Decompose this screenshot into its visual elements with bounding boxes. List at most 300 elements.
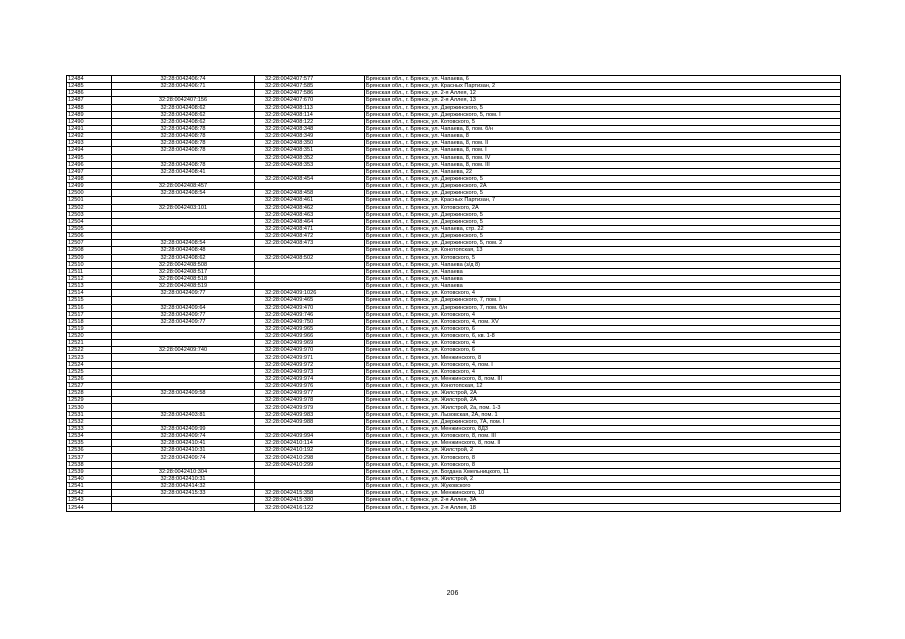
address-cell: Брянская обл., г. Брянск, ул. Жилстрой, 2: [365, 475, 841, 482]
table-row: [67, 83, 841, 90]
old-cadastral-number-cell: 32:28:0042408:518: [112, 275, 255, 282]
old-cadastral-number-cell: 32:28:0042408:78: [112, 125, 255, 132]
new-cadastral-number-cell: 32:28:0042409:977: [255, 390, 365, 397]
address-cell: Брянская обл., г. Брянск, ул. Дзержинского, 5: [365, 233, 841, 240]
old-cadastral-number-cell: 32:28:0042409:77: [112, 318, 255, 325]
table-row: [67, 133, 841, 140]
row-number-cell: 12522: [67, 347, 112, 354]
row-number-cell: 12531: [67, 411, 112, 418]
new-cadastral-number-cell: 32:28:0042409:470: [255, 304, 365, 311]
row-number-cell: 12529: [67, 397, 112, 404]
new-cadastral-number-cell: 32:28:0042408:461: [255, 197, 365, 204]
table-row: [67, 261, 841, 268]
row-number-cell: 12493: [67, 140, 112, 147]
old-cadastral-number-cell: [112, 418, 255, 425]
table-row: [67, 225, 841, 232]
new-cadastral-number-cell: 32:28:0042410:298: [255, 454, 365, 461]
table-row: [67, 368, 841, 375]
new-cadastral-number-cell: 32:28:0042409:974: [255, 375, 365, 382]
row-number-cell: 12532: [67, 418, 112, 425]
row-number-cell: 12514: [67, 290, 112, 297]
address-cell: Брянская обл., г. Брянск, ул. Чапаева, 8, пом. б/н: [365, 125, 841, 132]
row-number-cell: 12539: [67, 468, 112, 475]
old-cadastral-number-cell: 32:28:0042415:33: [112, 490, 255, 497]
row-number-cell: 12503: [67, 211, 112, 218]
new-cadastral-number-cell: 32:28:0042408:113: [255, 104, 365, 111]
old-cadastral-number-cell: 32:28:0042408:78: [112, 133, 255, 140]
old-cadastral-number-cell: [112, 397, 255, 404]
table-row: [67, 483, 841, 490]
row-number-cell: 12534: [67, 433, 112, 440]
new-cadastral-number-cell: [255, 168, 365, 175]
table-row: [67, 433, 841, 440]
old-cadastral-number-cell: 32:28:0042403:81: [112, 411, 255, 418]
address-cell: Брянская обл., г. Брянск, ул. Чапаева, 8, пом. II: [365, 140, 841, 147]
new-cadastral-number-cell: 32:28:0042409:1026: [255, 290, 365, 297]
table-row: [67, 118, 841, 125]
address-cell: Брянская обл., г. Брянск, ул. Дзержинского, 2А: [365, 183, 841, 190]
new-cadastral-number-cell: 32:28:0042408:349: [255, 133, 365, 140]
address-cell: Брянская обл., г. Брянск, ул. Богдана Хмельницкого, 11: [365, 468, 841, 475]
new-cadastral-number-cell: 32:28:0042409:973: [255, 368, 365, 375]
old-cadastral-number-cell: 32:28:0042409:77: [112, 290, 255, 297]
new-cadastral-number-cell: [255, 425, 365, 432]
row-number-cell: 12543: [67, 497, 112, 504]
row-number-cell: 12518: [67, 318, 112, 325]
address-cell: Брянская обл., г. Брянск, ул. Котовского, 4: [365, 368, 841, 375]
address-cell: Брянская обл., г. Брянск, ул. Жуковского: [365, 483, 841, 490]
address-cell: Брянская обл., г. Брянск, ул. Чапаева, 8: [365, 133, 841, 140]
row-number-cell: 12513: [67, 283, 112, 290]
table-row: [67, 76, 841, 83]
old-cadastral-number-cell: 32:28:0042414:32: [112, 483, 255, 490]
table-row: [67, 447, 841, 454]
table-row: [67, 233, 841, 240]
table-row: [67, 318, 841, 325]
address-cell: Брянская обл., г. Брянск, ул. Котовского, 8: [365, 461, 841, 468]
new-cadastral-number-cell: 32:28:0042408:351: [255, 147, 365, 154]
table-row: [67, 204, 841, 211]
address-cell: Брянская обл., г. Брянск, ул. 2-я Аллея, 12: [365, 90, 841, 97]
new-cadastral-number-cell: [255, 283, 365, 290]
table-row: [67, 304, 841, 311]
address-cell: Брянская обл., г. Брянск, ул. Лызовская, 2А, пом. 1: [365, 411, 841, 418]
old-cadastral-number-cell: 32:28:0042408:508: [112, 261, 255, 268]
new-cadastral-number-cell: [255, 475, 365, 482]
new-cadastral-number-cell: 32:28:0042408:463: [255, 211, 365, 218]
new-cadastral-number-cell: 32:28:0042407:670: [255, 97, 365, 104]
old-cadastral-number-cell: [112, 361, 255, 368]
new-cadastral-number-cell: 32:28:0042409:965: [255, 325, 365, 332]
table-row: [67, 490, 841, 497]
old-cadastral-number-cell: [112, 325, 255, 332]
new-cadastral-number-cell: 32:28:0042409:988: [255, 418, 365, 425]
table-row: [67, 497, 841, 504]
table-row: [67, 283, 841, 290]
old-cadastral-number-cell: [112, 175, 255, 182]
old-cadastral-number-cell: [112, 375, 255, 382]
old-cadastral-number-cell: 32:28:0042409:99: [112, 425, 255, 432]
row-number-cell: 12538: [67, 461, 112, 468]
address-cell: Брянская обл., г. Брянск, ул. Котовского, 6, кв. 1-8: [365, 333, 841, 340]
address-cell: Брянская обл., г. Брянск, ул. Дзержинского, 5, пом. 2: [365, 240, 841, 247]
table-row: [67, 454, 841, 461]
new-cadastral-number-cell: 32:28:0042408:464: [255, 218, 365, 225]
address-cell: Брянская обл., г. Брянск, ул. 2-я Аллея, 18: [365, 504, 841, 511]
old-cadastral-number-cell: 32:28:0042408:62: [112, 254, 255, 261]
address-cell: Брянская обл., г. Брянск, ул. Дзержинского, 5: [365, 218, 841, 225]
new-cadastral-number-cell: 32:28:0042409:465: [255, 297, 365, 304]
old-cadastral-number-cell: 32:28:0042408:519: [112, 283, 255, 290]
old-cadastral-number-cell: [112, 225, 255, 232]
address-cell: Брянская обл., г. Брянск, ул. Чапаева: [365, 275, 841, 282]
address-cell: Брянская обл., г. Брянск, ул. Менжинского, 10: [365, 490, 841, 497]
address-cell: Брянская обл., г. Брянск, ул. Дзержинского, 7, пом. б/н: [365, 304, 841, 311]
row-number-cell: 12533: [67, 425, 112, 432]
address-cell: Брянская обл., г. Брянск, ул. Дзержинского, 5, пом. I: [365, 111, 841, 118]
new-cadastral-number-cell: 32:28:0042408:350: [255, 140, 365, 147]
address-cell: Брянская обл., г. Брянск, ул. Чапаева, 8, пом. IV: [365, 154, 841, 161]
table-row: [67, 268, 841, 275]
row-number-cell: 12506: [67, 233, 112, 240]
old-cadastral-number-cell: 32:28:0042409:74: [112, 454, 255, 461]
row-number-cell: 12501: [67, 197, 112, 204]
row-number-cell: 12488: [67, 104, 112, 111]
old-cadastral-number-cell: [112, 354, 255, 361]
row-number-cell: 12485: [67, 83, 112, 90]
old-cadastral-number-cell: [112, 383, 255, 390]
old-cadastral-number-cell: 32:28:0042409:58: [112, 390, 255, 397]
table-row: [67, 333, 841, 340]
old-cadastral-number-cell: 32:28:0042410:41: [112, 440, 255, 447]
table-row: [67, 461, 841, 468]
table-row: [67, 183, 841, 190]
old-cadastral-number-cell: 32:28:0042408:41: [112, 168, 255, 175]
new-cadastral-number-cell: 32:28:0042409:971: [255, 354, 365, 361]
new-cadastral-number-cell: 32:28:0042410:299: [255, 461, 365, 468]
new-cadastral-number-cell: 32:28:0042409:983: [255, 411, 365, 418]
address-cell: Брянская обл., г. Брянск, ул. 2-я Аллея, 13: [365, 97, 841, 104]
new-cadastral-number-cell: 32:28:0042407:585: [255, 83, 365, 90]
address-cell: Брянская обл., г. Брянск, ул. Котовского, 8: [365, 454, 841, 461]
new-cadastral-number-cell: 32:28:0042408:114: [255, 111, 365, 118]
address-cell: Брянская обл., г. Брянск, ул. Менжинского, 8, пом. II: [365, 440, 841, 447]
new-cadastral-number-cell: 32:28:0042415:358: [255, 490, 365, 497]
old-cadastral-number-cell: [112, 297, 255, 304]
row-number-cell: 12499: [67, 183, 112, 190]
old-cadastral-number-cell: [112, 404, 255, 411]
old-cadastral-number-cell: [112, 333, 255, 340]
old-cadastral-number-cell: 32:28:0042406:74: [112, 76, 255, 83]
table-row: [67, 340, 841, 347]
address-cell: Брянская обл., г. Брянск, ул. Конотопская, 12: [365, 383, 841, 390]
old-cadastral-number-cell: [112, 497, 255, 504]
address-cell: Брянская обл., г. Брянск, ул. Красных Партизан, 2: [365, 83, 841, 90]
address-cell: Брянская обл., г. Брянск, ул. Дзержинского, 5: [365, 175, 841, 182]
table-row: [67, 311, 841, 318]
address-cell: Брянская обл., г. Брянск, ул. Чапаева, 8, пом. I: [365, 147, 841, 154]
table-row: [67, 111, 841, 118]
table-row: [67, 240, 841, 247]
old-cadastral-number-cell: 32:28:0042409:74: [112, 433, 255, 440]
new-cadastral-number-cell: 32:28:0042409:976: [255, 383, 365, 390]
address-cell: Брянская обл., г. Брянск, ул. Жилстрой, 2А: [365, 390, 841, 397]
table-row: [67, 425, 841, 432]
table-row: [67, 504, 841, 511]
table-row: [67, 154, 841, 161]
new-cadastral-number-cell: 32:28:0042409:972: [255, 361, 365, 368]
old-cadastral-number-cell: [112, 461, 255, 468]
new-cadastral-number-cell: [255, 483, 365, 490]
table-row: [67, 254, 841, 261]
new-cadastral-number-cell: 32:28:0042408:348: [255, 125, 365, 132]
old-cadastral-number-cell: 32:28:0042410:304: [112, 468, 255, 475]
old-cadastral-number-cell: 32:28:0042408:457: [112, 183, 255, 190]
address-cell: Брянская обл., г. Брянск, ул. Менжинского, 8Д3: [365, 425, 841, 432]
new-cadastral-number-cell: 32:28:0042410:114: [255, 440, 365, 447]
old-cadastral-number-cell: 32:28:0042407:156: [112, 97, 255, 104]
address-cell: Брянская обл., г. Брянск, ул. Котовского, 4: [365, 311, 841, 318]
row-number-cell: 12517: [67, 311, 112, 318]
address-cell: Брянская обл., г. Брянск, ул. Конотопская, 13: [365, 247, 841, 254]
table-row: [67, 325, 841, 332]
row-number-cell: 12523: [67, 354, 112, 361]
row-number-cell: 12495: [67, 154, 112, 161]
row-number-cell: 12496: [67, 161, 112, 168]
old-cadastral-number-cell: [112, 368, 255, 375]
table-row: [67, 218, 841, 225]
row-number-cell: 12511: [67, 268, 112, 275]
address-cell: Брянская обл., г. Брянск, ул. Красных Партизан, 7: [365, 197, 841, 204]
old-cadastral-number-cell: 32:28:0042408:78: [112, 147, 255, 154]
table-row: [67, 440, 841, 447]
address-cell: Брянская обл., г. Брянск, ул. Жилстрой, 2А: [365, 397, 841, 404]
table-row: [67, 397, 841, 404]
table-row: [67, 168, 841, 175]
new-cadastral-number-cell: 32:28:0042409:994: [255, 433, 365, 440]
row-number-cell: 12528: [67, 390, 112, 397]
table-row: [67, 361, 841, 368]
address-cell: Брянская обл., г. Брянск, ул. Чапаева, стр. 22: [365, 225, 841, 232]
new-cadastral-number-cell: 32:28:0042409:970: [255, 347, 365, 354]
row-number-cell: 12509: [67, 254, 112, 261]
new-cadastral-number-cell: [255, 183, 365, 190]
table-row: [67, 404, 841, 411]
address-cell: Брянская обл., г. Брянск, ул. Жилстрой, 2а, пом. 1-3: [365, 404, 841, 411]
row-number-cell: 12507: [67, 240, 112, 247]
new-cadastral-number-cell: 32:28:0042415:380: [255, 497, 365, 504]
table-row: [67, 354, 841, 361]
row-number-cell: 12527: [67, 383, 112, 390]
new-cadastral-number-cell: 32:28:0042408:458: [255, 190, 365, 197]
address-cell: Брянская обл., г. Брянск, ул. Котовского, 5: [365, 118, 841, 125]
new-cadastral-number-cell: 32:28:0042409:750: [255, 318, 365, 325]
new-cadastral-number-cell: [255, 275, 365, 282]
old-cadastral-number-cell: 32:28:0042409:64: [112, 304, 255, 311]
row-number-cell: 12525: [67, 368, 112, 375]
row-number-cell: 12508: [67, 247, 112, 254]
table-row: [67, 211, 841, 218]
address-cell: Брянская обл., г. Брянск, ул. Котовского, 4, пом. I: [365, 361, 841, 368]
new-cadastral-number-cell: 32:28:0042407:577: [255, 76, 365, 83]
new-cadastral-number-cell: 32:28:0042407:586: [255, 90, 365, 97]
address-cell: Брянская обл., г. Брянск, ул. Котовского, 8, пом. III: [365, 433, 841, 440]
new-cadastral-number-cell: 32:28:0042408:122: [255, 118, 365, 125]
address-cell: Брянская обл., г. Брянск, ул. Чапаева: [365, 283, 841, 290]
old-cadastral-number-cell: 32:28:0042403:101: [112, 204, 255, 211]
new-cadastral-number-cell: [255, 268, 365, 275]
table-row: [67, 418, 841, 425]
address-cell: Брянская обл., г. Брянск, ул. Дзержинского, 5: [365, 211, 841, 218]
old-cadastral-number-cell: 32:28:0042408:54: [112, 190, 255, 197]
table-row: [67, 190, 841, 197]
new-cadastral-number-cell: 32:28:0042408:472: [255, 233, 365, 240]
new-cadastral-number-cell: 32:28:0042409:979: [255, 404, 365, 411]
row-number-cell: 12542: [67, 490, 112, 497]
table-row: [67, 383, 841, 390]
old-cadastral-number-cell: 32:28:0042408:62: [112, 111, 255, 118]
address-cell: Брянская обл., г. Брянск, ул. Дзержинского, 7А, пом. I: [365, 418, 841, 425]
address-cell: Брянская обл., г. Брянск, ул. Менжинского, 8: [365, 354, 841, 361]
new-cadastral-number-cell: 32:28:0042408:454: [255, 175, 365, 182]
row-number-cell: 12540: [67, 475, 112, 482]
row-number-cell: 12524: [67, 361, 112, 368]
new-cadastral-number-cell: [255, 468, 365, 475]
new-cadastral-number-cell: 32:28:0042408:471: [255, 225, 365, 232]
row-number-cell: 12500: [67, 190, 112, 197]
table-row: [67, 147, 841, 154]
row-number-cell: 12504: [67, 218, 112, 225]
address-cell: Брянская обл., г. Брянск, ул. Менжинского, 8, пом. III: [365, 375, 841, 382]
row-number-cell: 12498: [67, 175, 112, 182]
old-cadastral-number-cell: 32:28:0042408:78: [112, 140, 255, 147]
table-row: [67, 468, 841, 475]
old-cadastral-number-cell: [112, 211, 255, 218]
row-number-cell: 12535: [67, 440, 112, 447]
new-cadastral-number-cell: 32:28:0042416:122: [255, 504, 365, 511]
row-number-cell: 12484: [67, 76, 112, 83]
table-row: [67, 140, 841, 147]
old-cadastral-number-cell: [112, 154, 255, 161]
new-cadastral-number-cell: 32:28:0042409:978: [255, 397, 365, 404]
new-cadastral-number-cell: 32:28:0042410:192: [255, 447, 365, 454]
table-row: [67, 104, 841, 111]
old-cadastral-number-cell: 32:28:0042409:77: [112, 311, 255, 318]
new-cadastral-number-cell: 32:28:0042408:462: [255, 204, 365, 211]
address-cell: Брянская обл., г. Брянск, ул. 2-я Аллея, 3А: [365, 497, 841, 504]
row-number-cell: 12541: [67, 483, 112, 490]
address-cell: Брянская обл., г. Брянск, ул. Чапаева (з/д 8): [365, 261, 841, 268]
old-cadastral-number-cell: [112, 340, 255, 347]
new-cadastral-number-cell: 32:28:0042409:966: [255, 333, 365, 340]
address-cell: Брянская обл., г. Брянск, ул. Котовского, 4, пом. XV: [365, 318, 841, 325]
address-cell: Брянская обл., г. Брянск, ул. Дзержинского, 5: [365, 190, 841, 197]
new-cadastral-number-cell: 32:28:0042409:746: [255, 311, 365, 318]
address-cell: Брянская обл., г. Брянск, ул. Дзержинского, 7, пом. I: [365, 297, 841, 304]
table-row: [67, 90, 841, 97]
table-row: [67, 375, 841, 382]
row-number-cell: 12510: [67, 261, 112, 268]
page-number: 206: [446, 590, 459, 597]
row-number-cell: 12515: [67, 297, 112, 304]
table-row: [67, 125, 841, 132]
address-cell: Брянская обл., г. Брянск, ул. Чапаева, 6: [365, 76, 841, 83]
old-cadastral-number-cell: 32:28:0042408:62: [112, 104, 255, 111]
new-cadastral-number-cell: [255, 261, 365, 268]
row-number-cell: 12526: [67, 375, 112, 382]
address-cell: Брянская обл., г. Брянск, ул. Чапаева, 8, пом. III: [365, 161, 841, 168]
old-cadastral-number-cell: [112, 197, 255, 204]
row-number-cell: 12544: [67, 504, 112, 511]
table-row: [67, 247, 841, 254]
row-number-cell: 12491: [67, 125, 112, 132]
table-row: [67, 175, 841, 182]
new-cadastral-number-cell: 32:28:0042408:352: [255, 154, 365, 161]
new-cadastral-number-cell: 32:28:0042408:502: [255, 254, 365, 261]
address-cell: Брянская обл., г. Брянск, ул. Котовского, 6: [365, 325, 841, 332]
new-cadastral-number-cell: 32:28:0042408:473: [255, 240, 365, 247]
address-cell: Брянская обл., г. Брянск, ул. Жилстрой, 2: [365, 447, 841, 454]
row-number-cell: 12516: [67, 304, 112, 311]
old-cadastral-number-cell: 32:28:0042408:54: [112, 240, 255, 247]
row-number-cell: 12487: [67, 97, 112, 104]
old-cadastral-number-cell: 32:28:0042409:740: [112, 347, 255, 354]
row-number-cell: 12494: [67, 147, 112, 154]
row-number-cell: 12490: [67, 118, 112, 125]
old-cadastral-number-cell: 32:28:0042408:78: [112, 161, 255, 168]
table-row: [67, 275, 841, 282]
old-cadastral-number-cell: 32:28:0042408:48: [112, 247, 255, 254]
table-row: [67, 347, 841, 354]
new-cadastral-number-cell: [255, 247, 365, 254]
old-cadastral-number-cell: 32:28:0042406:71: [112, 83, 255, 90]
row-number-cell: 12492: [67, 133, 112, 140]
row-number-cell: 12536: [67, 447, 112, 454]
old-cadastral-number-cell: 32:28:0042408:517: [112, 268, 255, 275]
old-cadastral-number-cell: 32:28:0042408:62: [112, 118, 255, 125]
address-cell: Брянская обл., г. Брянск, ул. Чапаева: [365, 268, 841, 275]
old-cadastral-number-cell: [112, 90, 255, 97]
new-cadastral-number-cell: 32:28:0042408:353: [255, 161, 365, 168]
table-row: [67, 297, 841, 304]
row-number-cell: 12520: [67, 333, 112, 340]
row-number-cell: 12486: [67, 90, 112, 97]
table-row: [67, 161, 841, 168]
old-cadastral-number-cell: [112, 218, 255, 225]
cadastral-table: [66, 75, 841, 512]
address-cell: Брянская обл., г. Брянск, ул. Котовского, 2А: [365, 204, 841, 211]
table-row: [67, 290, 841, 297]
row-number-cell: 12530: [67, 404, 112, 411]
address-cell: Брянская обл., г. Брянск, ул. Дзержинского, 5: [365, 104, 841, 111]
row-number-cell: 12489: [67, 111, 112, 118]
row-number-cell: 12537: [67, 454, 112, 461]
table-row: [67, 97, 841, 104]
row-number-cell: 12512: [67, 275, 112, 282]
old-cadastral-number-cell: 32:28:0042410:31: [112, 475, 255, 482]
new-cadastral-number-cell: 32:28:0042409:969: [255, 340, 365, 347]
table-row: [67, 411, 841, 418]
old-cadastral-number-cell: 32:28:0042410:31: [112, 447, 255, 454]
table-row: [67, 390, 841, 397]
table-row: [67, 475, 841, 482]
row-number-cell: 12519: [67, 325, 112, 332]
old-cadastral-number-cell: [112, 233, 255, 240]
old-cadastral-number-cell: [112, 504, 255, 511]
row-number-cell: 12521: [67, 340, 112, 347]
row-number-cell: 12502: [67, 204, 112, 211]
table-row: [67, 197, 841, 204]
